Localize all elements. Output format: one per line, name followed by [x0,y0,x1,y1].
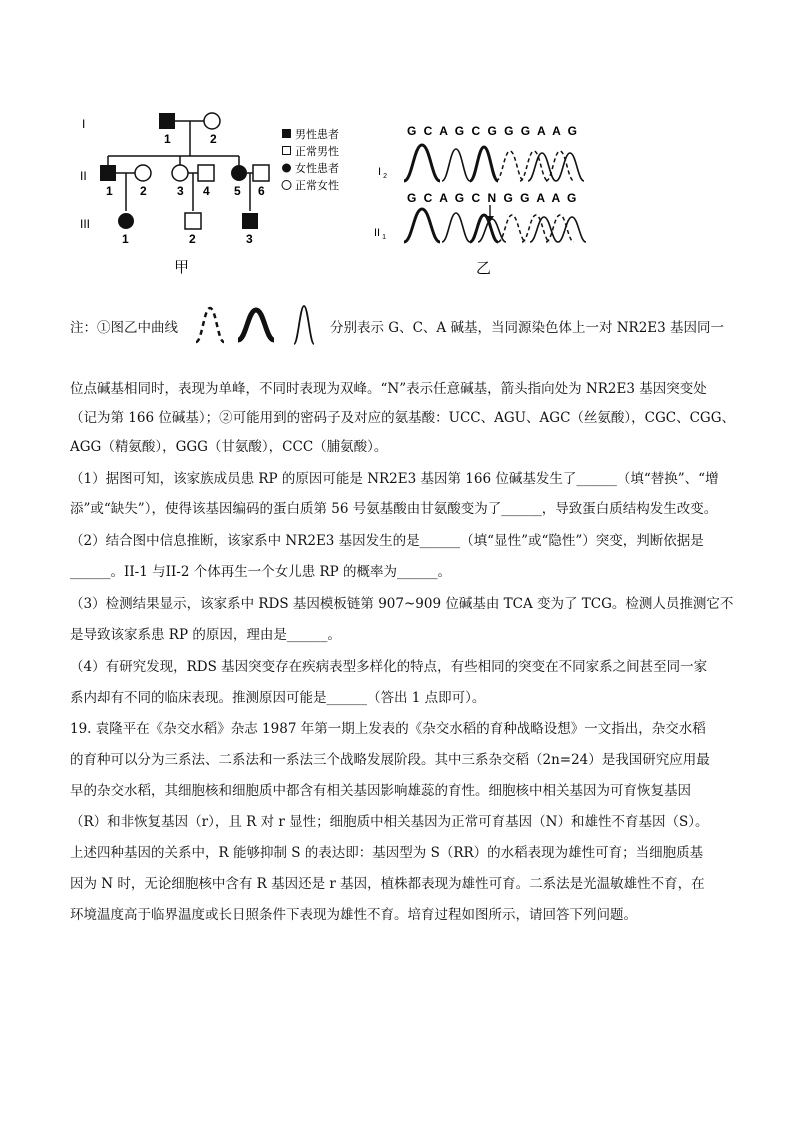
pedigree-II-1-affected-male [100,165,116,181]
q1-line-1: （1）据图可知，该家族成员患 RP 的原因可能是 NR2E3 基因第 166 位碱基发生了______（填“替换”、“增 [70,471,719,487]
num-I-2: 2 [210,132,217,146]
q19-line-3: 早的杂交水稻，其细胞核和细胞质中都含有相关基因影响雄蕊的育性。细胞核中相关基因为可育恢复基因 [70,783,691,799]
legend-normal-male: 正常男性 [295,146,339,158]
q4-line-2: 系内却有不同的临床表现。推测原因可能是______（答出 1 点即可）。 [70,690,486,706]
caption-yi: 乙 [476,260,492,277]
q3-line-2: 是导致该家系患 RP 的原因，理由是______。 [70,627,341,643]
label-II1: II $_1$ [374,227,387,241]
curve-G-glyph [196,308,224,342]
num-II-2: 2 [140,184,147,198]
pedigree-II-6-normal-male [253,165,269,181]
sequence-top: G C A G C G G G A A G [407,124,580,138]
q19-line-5: 上述四种基因的关系中，R 能够抑制 S 的表达即：基因型为 S（RR）的水稻表现为雄性可育；当细胞质基 [70,845,704,861]
pedigree-II-5-affected-female [231,165,247,181]
num-III-1: 1 [122,232,129,246]
note-suffix: 分别表示 G、C、A 碱基，当同源染色体上一对 NR2E3 基因同一 [330,320,725,336]
label-I2: I $_2$ [378,166,387,180]
q1-line-2: 添”或“缺失”），使得该基因编码的蛋白质第 56 号氨基酸由甘氨酸变为了______，导致蛋白质结构发生改变。 [70,501,718,517]
q19-line-2: 的育种可以分为三系法、二系法和一系法三个战略发展阶段。其中三系杂交稻（2n=24）是我国研究应用最 [70,752,710,768]
pedigree-II-2-normal-female [135,165,151,181]
pedigree-I-1-affected-male [159,113,175,129]
pedigree-II-3-normal-female [172,165,188,181]
num-II-3: 3 [177,184,184,198]
gen-label-II: II [80,169,87,183]
legend-affected-male: 男性患者 [295,129,339,141]
num-II-1: 1 [106,184,113,198]
pedigree-III-2-normal-male [185,213,201,229]
caption-jia: 甲 [174,259,190,276]
num-II-5: 5 [234,184,241,198]
num-II-6: 6 [258,184,265,198]
curve-legend-glyphs [190,302,330,346]
note-line-3: （记为第 166 位碱基）；②可能用到的密码子及对应的氨基酸：UCC、AGU、AGC（丝氨酸），CGC、CGG、 [70,410,735,426]
sequence-bottom: G C A G C N G G A A G [407,191,579,205]
pedigree-III-1-affected-female [118,213,134,229]
legend-affected-female-symbol [282,164,291,173]
q19-line-6: 因为 N 时，无论细胞核中含有 R 基因还是 r 基因，植株都表现为雄性可育。二系法是光温敏雄性不育，在 [70,876,705,892]
legend-affected-male-symbol [282,129,291,138]
q3-line-1: （3）检测结果显示，该家系中 RDS 基因模板链第 907~909 位碱基由 TCA 变为了 TCG。检测人员推测它不 [70,596,734,612]
legend-normal-male-symbol [283,147,291,155]
q19-line-7: 环境温度高于临界温度或长日照条件下表现为雄性不育。培育过程如图所示，请回答下列问题。 [70,907,637,923]
q19-line-1: 19. 袁隆平在《杂交水稻》杂志 1987 年第一期上发表的《杂交水稻的育种战略设想》一文指出，杂交水稻 [70,721,706,737]
num-III-3: 3 [246,232,253,246]
num-II-4: 4 [203,184,210,198]
legend-normal-female: 正常女性 [295,180,339,192]
q4-line-1: （4）有研究发现，RDS 基因突变存在疾病表型多样化的特点，有些相同的突变在不同家系之间甚至同一家 [70,659,708,675]
note-line-4: AGG（精氨酸），GGG（甘氨酸），CCC（脯氨酸）。 [70,439,388,455]
chromatogram-figure [360,115,590,280]
num-I-1: 1 [164,132,171,146]
curve-C-glyph [238,310,274,340]
gen-label-III: III [80,217,91,231]
q19-line-4: （R）和非恢复基因（r），且 R 对 r 显性；细胞质中相关基因为正常可育基因（N）和雄性不育基因（S）。 [70,814,709,830]
legend-normal-female-symbol [282,181,291,190]
note-prefix: 注：①图乙中曲线 [70,320,178,336]
gen-label-I: I [82,117,86,131]
q2-line-1: （2）结合图中信息推断，该家系中 NR2E3 基因发生的是______（填“显性”或“隐性”）突变，判断依据是 [70,533,704,549]
pedigree-III-3-affected-male [242,213,258,229]
curve-A-glyph [294,306,314,344]
legend-affected-female: 女性患者 [295,163,339,175]
num-III-2: 2 [189,232,196,246]
note-line-2: 位点碱基相同时，表现为单峰，不同时表现为双峰。“N”表示任意碱基，箭头指向处为 NR2E3 基因突变处 [70,381,707,397]
pedigree-I-2-normal-female [204,113,220,129]
pedigree-figure [60,100,380,280]
pedigree-II-4-normal-male [198,165,214,181]
q2-line-2: ______。II-1 与II-2 个体再生一个女儿患 RP 的概率为______。 [70,564,452,580]
